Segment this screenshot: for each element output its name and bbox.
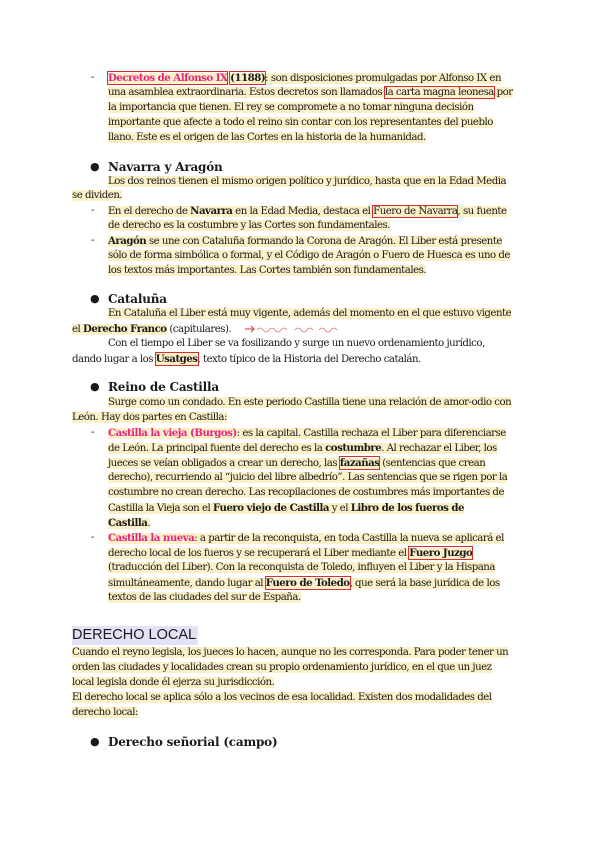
dash-marker: - — [91, 205, 95, 216]
usatges-term: Usatges — [155, 353, 198, 365]
vieja-line-5 — [108, 486, 504, 500]
fuero-juzgo-term: Fuero Juzgo — [409, 547, 473, 559]
cataluna-line-4-post: , texto típico de la Historia del Derecho catalán. — [197, 354, 421, 365]
aragon-term: Aragón — [108, 235, 147, 247]
vieja-line-6-pre: Castilla la Vieja son el — [108, 503, 213, 514]
vieja-line-3-pre: jueces se veían obligados a crear un derecho, las — [108, 458, 340, 469]
local-p1-line-2 — [72, 661, 492, 675]
navarra-item-1-post: , su fuente — [457, 206, 507, 217]
alfonso-line-5 — [108, 131, 426, 145]
cataluna-line-3 — [108, 337, 485, 351]
navarra-item-1-line-2-text: de derecho es la costumbre y las Cortes son fundamentales. — [108, 220, 390, 231]
fazanas-term: fazañas — [339, 457, 380, 469]
nueva-line-2 — [108, 546, 472, 561]
nueva-line-4 — [108, 576, 500, 591]
cataluna-line-4 — [72, 352, 421, 367]
castilla-intro-1-text: Surge como un condado. En este periodo Castilla tiene una relación de amor-odio con — [108, 397, 512, 408]
castilla-intro-2 — [72, 411, 227, 425]
local-p1-line-1-text: Cuando el reyno legisla, los jueces lo hacen, aunque no les corresponda. Para poder tener un — [72, 647, 509, 658]
navarra-item-2-line-3 — [108, 264, 426, 278]
bullet-marker: ● — [90, 292, 100, 305]
libro-fueros-term: Libro de los fueros de — [350, 502, 465, 514]
alfonso-line-4 — [108, 116, 493, 130]
local-p1-line-1 — [72, 646, 508, 660]
cataluna-line-2 — [72, 322, 231, 337]
vieja-line-4 — [108, 471, 507, 485]
vieja-line-2 — [108, 441, 497, 456]
vieja-line-2-post: . Al rechazar el Liber, los — [381, 443, 497, 454]
derecho-franco-term: Derecho Franco — [83, 323, 167, 335]
nueva-line-1 — [108, 531, 504, 546]
navarra-intro-2 — [72, 189, 122, 203]
local-p2-line-2 — [72, 706, 138, 720]
navarra-term: Navarra — [190, 205, 233, 217]
navarra-item-1-line-1 — [108, 204, 507, 219]
cataluna-line-1-text: En Cataluña el Liber está muy vigente, además del momento en el que estuvo vigente — [108, 308, 512, 319]
vieja-line-2-pre: de León. La principal fuente del derecho es la — [108, 443, 326, 454]
cataluna-heading: Cataluña — [108, 292, 167, 306]
alfonso-line-1-rest: : son disposiciones promulgadas por Alfonso IX en — [265, 73, 502, 84]
nueva-line-3 — [108, 561, 495, 575]
fuero-viejo-term: Fuero viejo de Castilla — [212, 502, 329, 514]
nueva-line-1-rest: : a partir de la reconquista, en toda Castilla la nueva se aplicará el — [194, 533, 504, 544]
vieja-line-7-post: . — [147, 518, 151, 529]
derecho-local-heading: DERECHO LOCAL — [72, 627, 197, 643]
local-p1-line-3 — [72, 676, 274, 690]
dash-marker: - — [91, 235, 95, 246]
navarra-item-1-pre: En el derecho de — [108, 206, 191, 217]
castilla-intro-1 — [108, 396, 511, 410]
castilla-nueva-label: Castilla la nueva — [108, 532, 195, 544]
vieja-line-5-text: costumbre no crean derecho. Las recopilaciones de costumbres más importantes de — [108, 487, 504, 498]
local-p2-line-1 — [72, 691, 492, 705]
vieja-line-6 — [108, 501, 464, 516]
vieja-line-1 — [108, 426, 506, 441]
handwritten-note-arrow-icon — [243, 323, 343, 335]
alfonso-line-5-text: llano. Este es el origen de las Cortes en la historia de la humanidad. — [108, 132, 426, 143]
navarra-item-1-line-2 — [108, 219, 390, 233]
alfonso-line-2 — [108, 86, 513, 100]
alfonso-year: (1188) — [230, 72, 266, 84]
navarra-item-2-line-3-text: los textos más importantes. Las Cortes también son fundamentales. — [108, 265, 427, 276]
alfonso-line-2-post: por — [493, 87, 513, 98]
cataluna-line-2-post: (capitulares). — [166, 324, 232, 335]
navarra-item-2-rest: se une con Cataluña formando la Corona de Aragón. El Liber está presente — [146, 236, 502, 247]
local-p1-line-3-text: local legisla donde él ejerza su jurisdicción. — [72, 677, 275, 688]
nueva-line-3-text: (traducción del Liber). Con la reconquista de Toledo, influyen el Liber y la Hispana — [108, 562, 495, 573]
navarra-item-2-line-2 — [108, 249, 510, 263]
navarra-intro-1-text: Los dos reinos tienen el mismo origen político y jurídico, hasta que en la Edad Media — [108, 176, 507, 187]
navarra-item-2-line-2-text: sólo de forma simbólica o formal, y el Código de Aragón o Fuero de Huesca es uno de — [108, 250, 510, 261]
castilla-heading: Reino de Castilla — [108, 380, 219, 394]
nueva-line-2-pre: derecho local de los fueros y se recuperará el Liber mediante el — [108, 548, 410, 559]
dash-marker: - — [91, 532, 95, 543]
carta-magna-term: la carta magna leonesa — [384, 87, 494, 98]
cataluna-line-3-text: Con el tiempo el Liber se va fosilizando y surge un nuevo ordenamiento jurídico, — [108, 338, 485, 349]
castilla-vieja-label: Castilla la vieja (Burgos) — [108, 427, 237, 439]
nueva-line-4-pre: simultáneamente, dando lugar al — [108, 578, 266, 589]
nueva-line-5-text: textos de las ciudades del sur de España. — [108, 592, 301, 603]
vieja-line-4-text: derecho), recurriendo al “juicio del libre albedrío”. Las sentencias que se rigen por la — [108, 472, 508, 483]
alfonso-line-4-text: importante que afecte a todo el reino sin contar con los representantes del pueblo — [108, 117, 493, 128]
vieja-line-3 — [108, 456, 485, 471]
bullet-marker: ● — [90, 160, 100, 173]
castilla-term: Castilla — [108, 517, 148, 529]
cataluna-line-2-pre: el — [72, 324, 84, 335]
alfonso-line-2-pre: una asamblea extraordinaria. Estos decretos son llamados — [108, 87, 385, 98]
castilla-intro-2-text: León. Hay dos partes en Castilla: — [72, 412, 227, 423]
navarra-heading: Navarra y Aragón — [108, 160, 223, 174]
vieja-line-3-post: (sentencias que crean — [379, 458, 486, 469]
alfonso-line-3-text: la importancia que tienen. El rey se compromete a no tomar ninguna decisión — [108, 102, 474, 113]
local-p2-line-2-text: derecho local: — [72, 707, 138, 718]
alfonso-line-3 — [108, 101, 474, 115]
fuero-navarra-term: Fuero de Navarra — [373, 206, 458, 217]
alfonso-label: Decretos de Alfonso IX — [108, 72, 228, 84]
navarra-item-1-mid: en la Edad Media, destaca el — [232, 206, 374, 217]
cataluna-line-1 — [108, 307, 511, 321]
nueva-line-4-post: , que será la base jurídica de los — [349, 578, 500, 589]
cataluna-line-4-pre: dando lugar a los — [72, 354, 156, 365]
fuero-toledo-term: Fuero de Toledo — [265, 577, 350, 589]
dash-marker: - — [91, 427, 95, 438]
derecho-senorial-heading: Derecho señorial (campo) — [108, 735, 278, 749]
vieja-line-6-mid: y el — [328, 503, 351, 514]
dash-marker: - — [91, 72, 95, 83]
vieja-line-7 — [108, 516, 150, 531]
nueva-line-5 — [108, 591, 301, 605]
navarra-intro-2-text: se dividen. — [72, 190, 123, 201]
navarra-intro-1 — [108, 175, 506, 189]
navarra-item-2-line-1 — [108, 234, 502, 249]
bullet-marker: ● — [90, 380, 100, 393]
vieja-line-1-rest: : es la capital. Castilla rechaza el Liber para diferenciarse — [236, 428, 506, 439]
costumbre-term: costumbre — [325, 442, 382, 454]
local-p1-line-2-text: orden las ciudades y localidades crean su propio ordenamiento jurídico, en el que un juez — [72, 662, 492, 673]
local-p2-line-1-text: El derecho local se aplica sólo a los vecinos de esa localidad. Existen dos modalidades del — [72, 692, 492, 703]
alfonso-line-1 — [108, 71, 501, 86]
bullet-marker: ● — [90, 735, 100, 748]
